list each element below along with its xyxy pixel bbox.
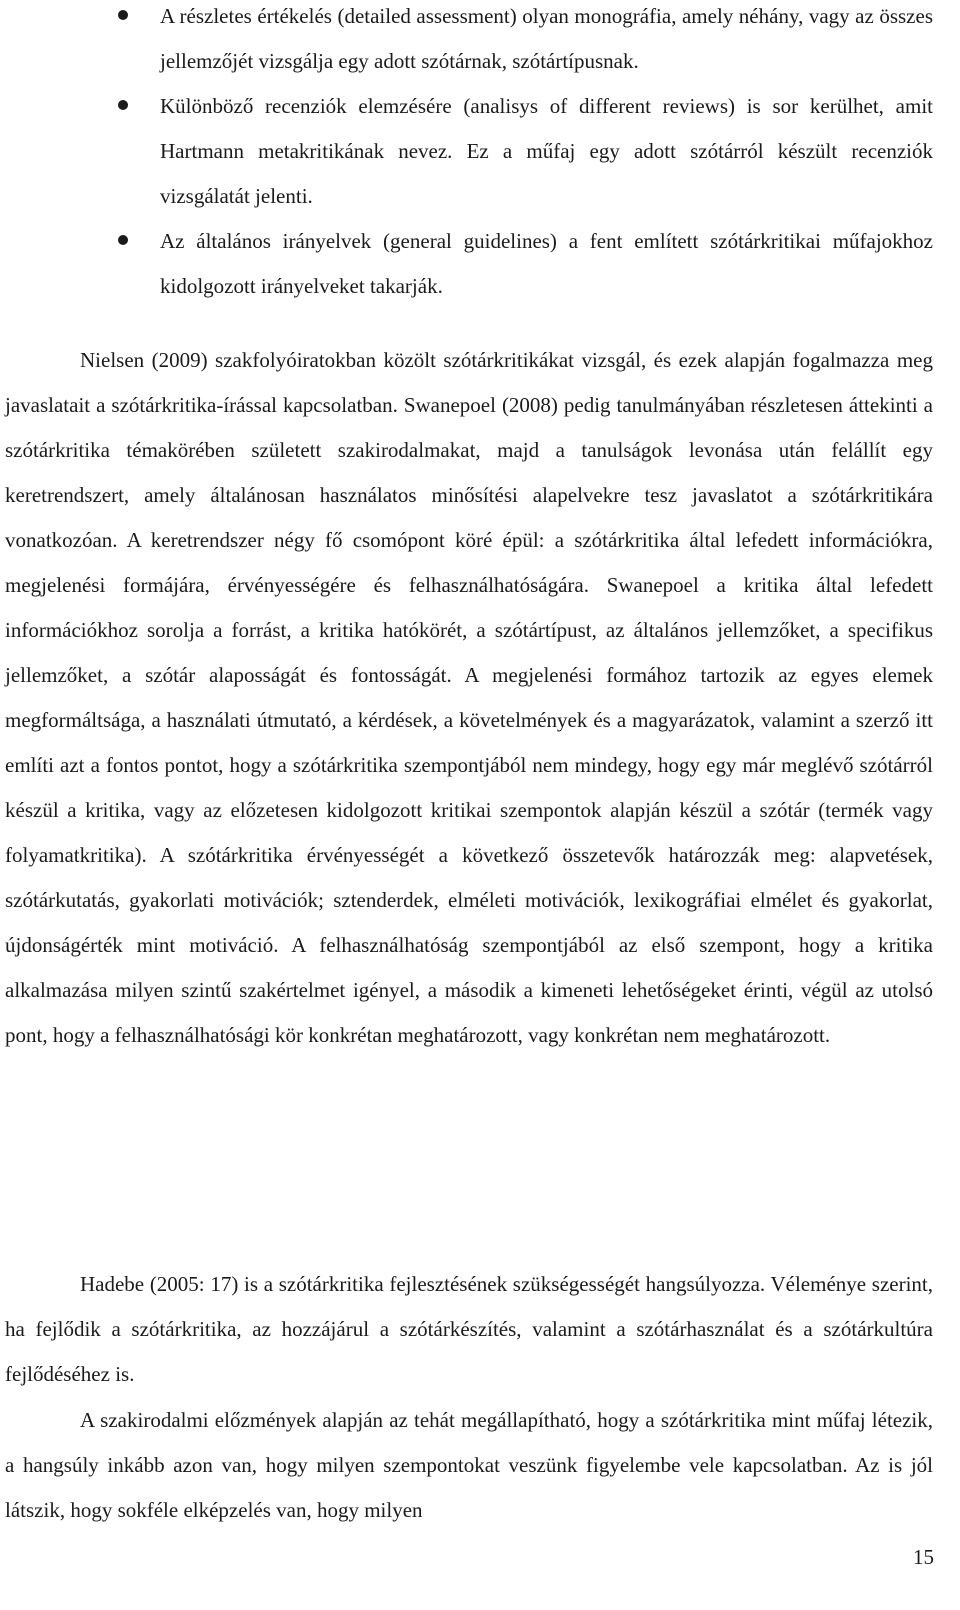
bullet-item-detailed-assessment (0, 0, 960, 84)
paragraph-conclusion: A szakirodalmi előzmények alapján az tehát megállapítható, hogy a szótárkritika mint műfaj létezik, a hangsúly inkább azon van, hogy milyen szempontokat veszünk figyelembe vele kapcsolatban. Az is jól látszik, hogy sokféle elképzelés van, hogy milyen (5, 1408, 933, 1522)
bullet-text: A részletes értékelés (detailed assessment) olyan monográfia, amely néhány, vagy az összes jellemzőjét vizsgálja egy adott szótárnak, szótártípusnak. (160, 4, 933, 73)
bullet-icon (118, 235, 128, 245)
bullet-text: Az általános irányelvek (general guidelines) a fent említett szótárkritikai műfajokhoz kidolgozott irányelveket takarják. (160, 229, 933, 298)
bullet-text: Különböző recenziók elemzésére (analisys of different reviews) is sor kerülhet, amit Hartmann metakritikának nevez. Ez a műfaj egy adott szótárról készült recenziók vizsgálatát jelenti. (160, 94, 933, 208)
paragraph-nielsen-swanepoel: Nielsen (2009) szakfolyóiratokban közölt szótárkritikákat vizsgál, és ezek alapján fogalmazza meg javaslatait a szótárkritika-írással kapcsolatban. Swanepoel (2008) pedig tanulmányában részletesen áttekinti a szótárkritika témakörében született szakirodalmakat, majd a tanulságok levonása után felállít egy keretrendszert, amely általánosan használatos minősítési alapelvekre tesz javaslatot a szótárkritikára vonatkozóan. A keretrendszer négy fő csomópont köré épül: a szótárkritika által lefedett információkra, megjelenési formájára, érvényességére és felhasználhatóságára. Swanepoel a kritika által lefedett információkhoz sorolja a forrást, a kritika hatókörét, a szótártípust, az általános jellemzőket, a specifikus jellemzőket, a szótár alaposságát és fontosságát. A megjelenési formához tartozik az egyes elemek megformáltsága, a használati útmutató, a kérdések, a követelmények és a magyarázatok, valamint a szerző itt említi azt a fontos pontot, hogy a szótárkritika szempontjából nem mindegy, hogy egy már meglévő szótárról készül a kritika, vagy az előzetesen kidolgozott kritikai szempontok alapján készül a szótár (termék vagy folyamatkritika). A szótárkritika érvényességét a következő összetevők határozzák meg: alapvetések, szótárkutatás, gyakorlati motivációk; sztenderdek, elméleti motivációk, lexikográfiai elmélet és gyakorlat, újdonságérték mint motiváció. A felhasználhatóság szempontjából az első szempont, hogy a kritika alkalmazása milyen szintű szakértelmet igényel, a második a kimeneti lehetőségeket érinti, végül az utolsó pont, hogy a felhasználhatósági kör konkrétan meghatározott, vagy konkrétan nem meghatározott. (5, 348, 933, 1047)
bullet-list (0, 0, 960, 309)
paragraph-hadebe: Hadebe (2005: 17) is a szótárkritika fejlesztésének szükségességét hangsúlyozza. Véleménye szerint, ha fejlődik a szótárkritika, az hozzájárul a szótárkészítés, valamint a szótárhasználat és a szótárkultúra fejlődéséhez is. (5, 1272, 933, 1386)
bullet-icon (118, 100, 128, 110)
bullet-item-guidelines (0, 219, 960, 309)
bullet-item-reviews (0, 84, 960, 219)
bullet-icon (118, 10, 128, 20)
page-number: 15 (913, 1545, 934, 1569)
